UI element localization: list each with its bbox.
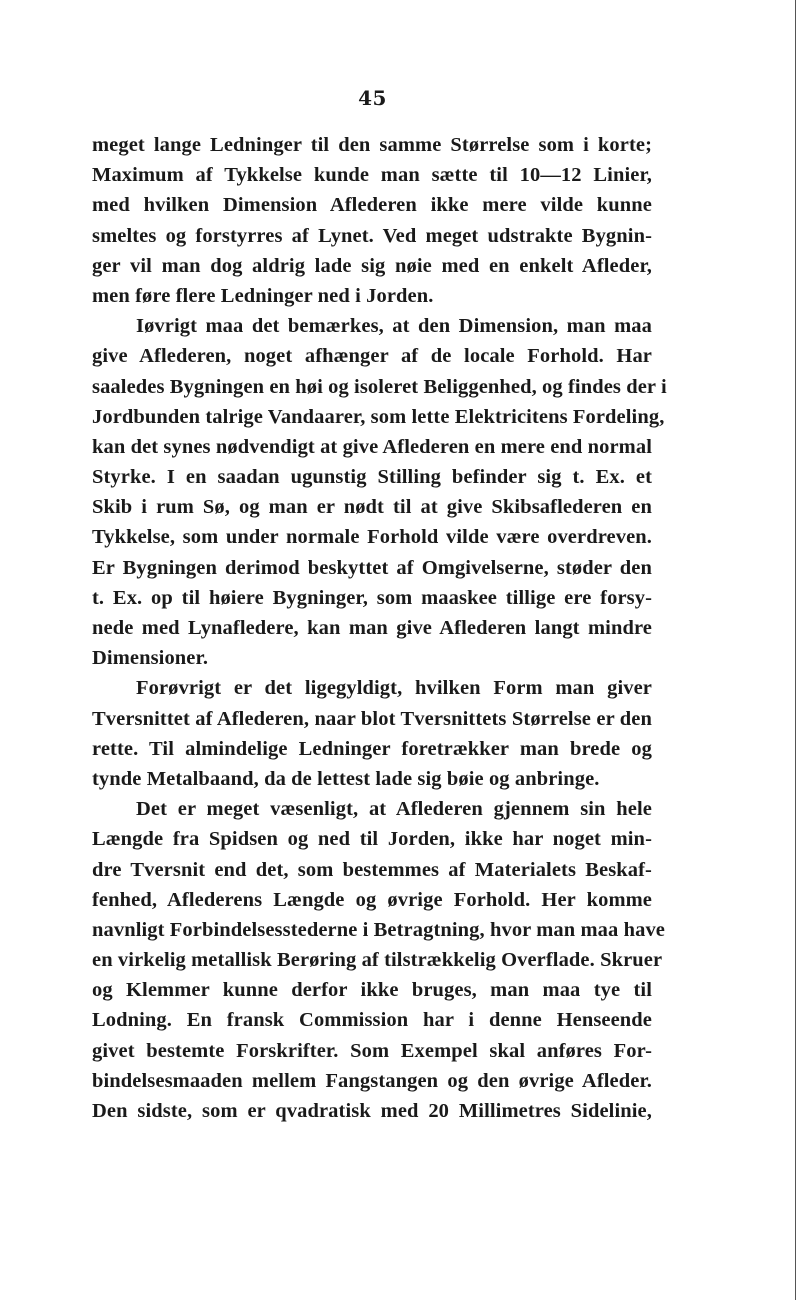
text-line: Styrke. I en saadan ugunstig Stilling befinder sig t. Ex. et bbox=[92, 466, 652, 489]
text-line: rette. Til almindelige Ledninger foretrækker man brede og bbox=[92, 737, 652, 760]
text-line: Maximum af Tykkelse kunde man sætte til 10—12 Linier, bbox=[92, 164, 652, 187]
text-line: Skib i rum Sø, og man er nødt til at give Skibsaflederen en bbox=[92, 496, 652, 519]
text-line: give Aflederen, noget afhænger af de locale Forhold. Har bbox=[92, 345, 652, 368]
page-number: 45 bbox=[358, 86, 387, 110]
text-line: Forøvrigt er det ligegyldigt, hvilken Form man giver bbox=[136, 677, 652, 700]
text-line: t. Ex. op til høiere Bygninger, som maaskee tillige ere forsy- bbox=[92, 586, 652, 609]
text-line: dre Tversnit end det, som bestemmes af Materialets Beskaf- bbox=[92, 858, 652, 881]
text-line: Tykkelse, som under normale Forhold vilde være overdreven. bbox=[92, 526, 652, 549]
page-edge bbox=[795, 0, 796, 1300]
body-text bbox=[92, 130, 667, 1126]
text-line: navnligt Forbindelsesstederne i Betragtning, hvor man maa have bbox=[92, 918, 665, 941]
text-line: Dimensioner. bbox=[92, 647, 209, 670]
text-line: Længde fra Spidsen og ned til Jorden, ikke har noget min- bbox=[92, 828, 652, 851]
text-line: bindelsesmaaden mellem Fangstangen og den øvrige Afleder. bbox=[92, 1069, 652, 1092]
text-line: Det er meget væsenligt, at Aflederen gjennem sin hele bbox=[136, 798, 652, 821]
text-line: tynde Metalbaand, da de lettest lade sig bøie og anbringe. bbox=[92, 767, 600, 790]
text-line: smeltes og forstyrres af Lynet. Ved meget udstrakte Bygnin- bbox=[92, 224, 652, 247]
text-line: men føre flere Ledninger ned i Jorden. bbox=[92, 284, 434, 307]
text-line: givet bestemte Forskrifter. Som Exempel skal anføres For- bbox=[92, 1039, 652, 1062]
text-line: saaledes Bygningen en høi og isoleret Beliggenhed, og findes der i bbox=[92, 375, 667, 398]
text-line: en virkelig metallisk Berøring af tilstrækkelig Overflade. Skruer bbox=[92, 949, 663, 972]
text-line: Jordbunden talrige Vandaarer, som lette Elektricitens Fordeling, bbox=[92, 405, 665, 428]
text-line: nede med Lynafledere, kan man give Aflederen langt mindre bbox=[92, 617, 652, 639]
text-line: ger vil man dog aldrig lade sig nøie med en enkelt Afleder, bbox=[92, 254, 652, 277]
text-line: og Klemmer kunne derfor ikke bruges, man maa tye til bbox=[92, 979, 652, 1002]
text-line: Den sidste, som er qvadratisk med 20 Millimetres Sidelinie, bbox=[92, 1100, 652, 1122]
text-line: Iøvrigt maa det bemærkes, at den Dimension, man maa bbox=[136, 315, 652, 338]
text-line: kan det synes nødvendigt at give Aflederen en mere end normal bbox=[92, 435, 652, 458]
text-line: Tversnittet af Aflederen, naar blot Tversnittets Størrelse er den bbox=[92, 707, 652, 730]
text-line: fenhed, Aflederens Længde og øvrige Forhold. Her komme bbox=[92, 888, 652, 911]
text-line: Lodning. En fransk Commission har i denne Henseende bbox=[92, 1009, 652, 1032]
text-line: meget lange Ledninger til den samme Størrelse som i korte; bbox=[92, 134, 652, 156]
text-line: Er Bygningen derimod beskyttet af Omgivelserne, støder den bbox=[92, 556, 652, 579]
text-line: med hvilken Dimension Aflederen ikke mere vilde kunne bbox=[92, 194, 652, 217]
